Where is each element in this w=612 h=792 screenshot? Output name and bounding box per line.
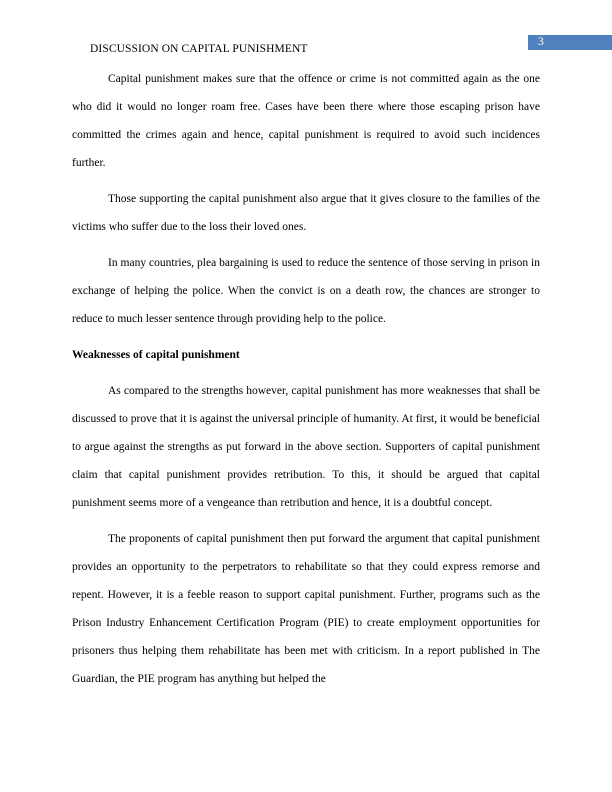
paragraph-retribution-prevention: Capital punishment makes sure that the offence or crime is not committed again as the one who did it would no longer roam free. Cases have been there where those escaping prison have committed the crimes again and hence, capital punishment is required to avoid such incidences further. [72,73,540,169]
page-number-box [528,35,612,50]
section-heading-weaknesses: Weaknesses of capital punishment [72,349,240,361]
running-head: DISCUSSION ON CAPITAL PUNISHMENT [90,43,308,55]
document-body [72,65,540,701]
paragraph-rehabilitation: The proponents of capital punishment then put forward the argument that capital punishment provides an opportunity to the perpetrators to rehabilitate so that they could express remorse and repent. However, it is a feeble reason to support capital punishment. Further, programs such as the Prison Industry Enhancement Certification Program (PIE) to create employment opportunities for prisoners thus helping them rehabilitate has been met with criticism. In a report published in The Guardian, the PIE program has anything but helped the [72,533,540,685]
page-number: 3 [538,36,544,48]
paragraph-weaknesses-intro: As compared to the strengths however, capital punishment has more weaknesses that shall be discussed to prove that it is against the universal principle of humanity. At first, it would be beneficial to argue against the strengths as put forward in the above section. Supporters of capital punishment claim that capital punishment provides retribution. To this, it should be argued that capital punishment seems more of a vengeance than retribution and hence, it is a doubtful concept. [72,385,540,509]
paragraph-plea-bargaining: In many countries, plea bargaining is used to reduce the sentence of those serving in prison in exchange of helping the police. When the convict is on a death row, the chances are stronger to reduce to much lesser sentence through providing help to the police. [72,257,540,325]
paragraph-closure: Those supporting the capital punishment also argue that it gives closure to the families of the victims who suffer due to the loss their loved ones. [72,193,540,233]
